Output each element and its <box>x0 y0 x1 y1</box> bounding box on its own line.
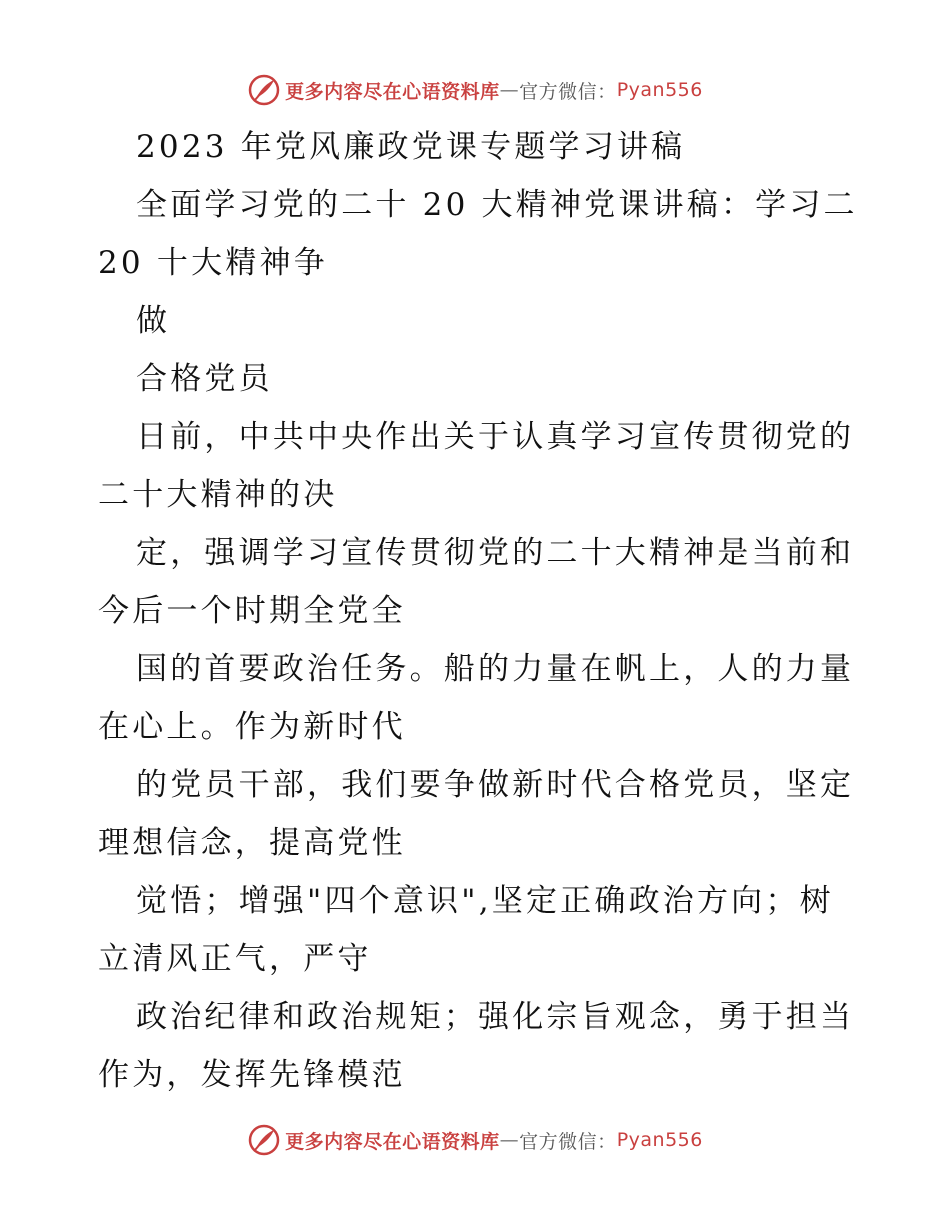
text-line: 定，强调学习宣传贯彻党的二十大精神是当前和 <box>136 535 855 571</box>
text-line: 全面学习党的二十 20 大精神党课讲稿：学习二 <box>136 187 858 223</box>
watermark-banner-bottom <box>0 1120 950 1160</box>
text-line: 做 <box>136 303 171 339</box>
text-line: 理想信念，提高党性 <box>98 825 406 861</box>
watermark-sub-text: 官方微信： <box>519 1130 617 1153</box>
text-line: 政治纪律和政治规矩；强化宗旨观念，勇于担当 <box>136 999 855 1035</box>
text-line: 的党员干部，我们要争做新时代合格党员，坚定 <box>136 767 855 803</box>
watermark-banner-top <box>0 70 950 110</box>
watermark-wechat-id: Pyan556 <box>616 79 703 101</box>
text-line: 觉悟；增强"四个意识",坚定正确政治方向；树 <box>136 883 834 919</box>
watermark-dash: — <box>499 79 520 101</box>
text-line: 合格党员 <box>136 361 273 397</box>
text-line: 在心上。作为新时代 <box>98 709 406 745</box>
text-line: 2023 年党风廉政党课专题学习讲稿 <box>136 129 686 165</box>
text-line: 二十大精神的决 <box>98 477 338 513</box>
watermark-main-text: 更多内容尽在心语资料库 <box>285 80 500 103</box>
text-line: 作为，发挥先锋模范 <box>98 1057 406 1093</box>
document-body <box>98 118 858 1104</box>
text-line: 国的首要政治任务。船的力量在帆上，人的力量 <box>136 651 855 687</box>
feather-logo-icon <box>247 1123 281 1157</box>
watermark-dash: — <box>499 1129 520 1151</box>
feather-logo-icon <box>247 73 281 107</box>
watermark-main-text: 更多内容尽在心语资料库 <box>285 1130 500 1153</box>
watermark-wechat-id: Pyan556 <box>616 1129 703 1151</box>
text-line: 今后一个时期全党全 <box>98 593 406 629</box>
text-line: 20 十大精神争 <box>98 245 328 281</box>
watermark-sub-text: 官方微信： <box>519 80 617 103</box>
text-line: 立清风正气，严守 <box>98 941 372 977</box>
text-line: 日前，中共中央作出关于认真学习宣传贯彻党的 <box>136 419 855 455</box>
